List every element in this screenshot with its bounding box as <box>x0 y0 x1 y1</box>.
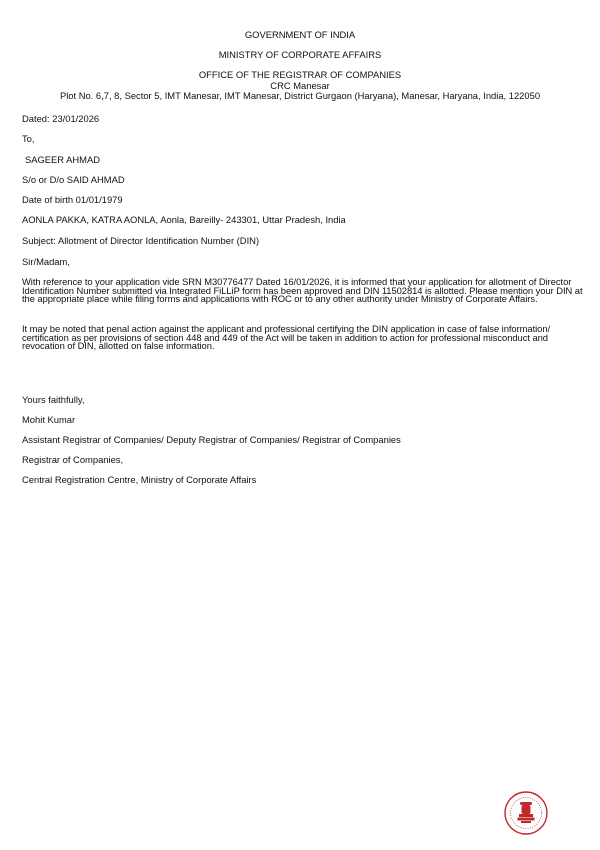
signatory-centre: Central Registration Centre, Ministry of Corporate Affairs <box>22 474 257 485</box>
recipient-name: SAGEER AHMAD <box>25 154 101 165</box>
signatory-office: Registrar of Companies, <box>22 454 124 465</box>
signatory-designation: Assistant Registrar of Companies/ Deputy Registrar of Companies/ Registrar of Companies <box>22 434 401 445</box>
closing: Yours faithfully, <box>22 394 85 405</box>
recipient-address: AONLA PAKKA, KATRA AONLA, Aonla, Bareilly- 243301, Uttar Pradesh, India <box>22 214 346 225</box>
recipient-dob: Date of birth 01/01/1979 <box>22 194 123 205</box>
mca-emblem-icon <box>503 790 549 836</box>
recipient-relation: S/o or D/o SAID AHMAD <box>22 174 125 185</box>
header-office: OFFICE OF THE REGISTRAR OF COMPANIES <box>198 69 402 80</box>
header-address: Plot No. 6,7, 8, Sector 5, IMT Manesar, IMT Manesar, District Gurgaon (Haryana), Manesar, Haryana, India, 122050 <box>59 90 541 101</box>
letter-subject: Subject: Allotment of Director Identification Number (DIN) <box>22 235 260 246</box>
letter-salutation: Sir/Madam, <box>22 256 70 267</box>
body-paragraph-allotment: With reference to your application vide SRN M30776477 Dated 16/01/2026, it is informed that your application for allotment of Director Identification Number submitted via Integrated FiLLiP form has been approved and DIN 11502814 is allotted. Please mention your DIN at the appropriate place while filing forms and applications with ROC or to any other authority under Ministry of Corporate Affairs. <box>22 276 583 305</box>
body-paragraph-penalty: It may be noted that penal action against the applicant and professional certifying the DIN application in case of false information/ certification as per provisions of section 448 and 449 of the Act will be taken in addition to action for professional misconduct and revocation of DIN, allotted on false information. <box>22 323 551 352</box>
letter-to: To, <box>22 133 35 144</box>
header-government: GOVERNMENT OF INDIA <box>244 29 356 40</box>
signatory-name: Mohit Kumar <box>22 414 76 425</box>
header-centre: CRC Manesar <box>270 80 330 91</box>
header-ministry: MINISTRY OF CORPORATE AFFAIRS <box>218 49 382 60</box>
letter-date: Dated: 23/01/2026 <box>22 113 100 124</box>
